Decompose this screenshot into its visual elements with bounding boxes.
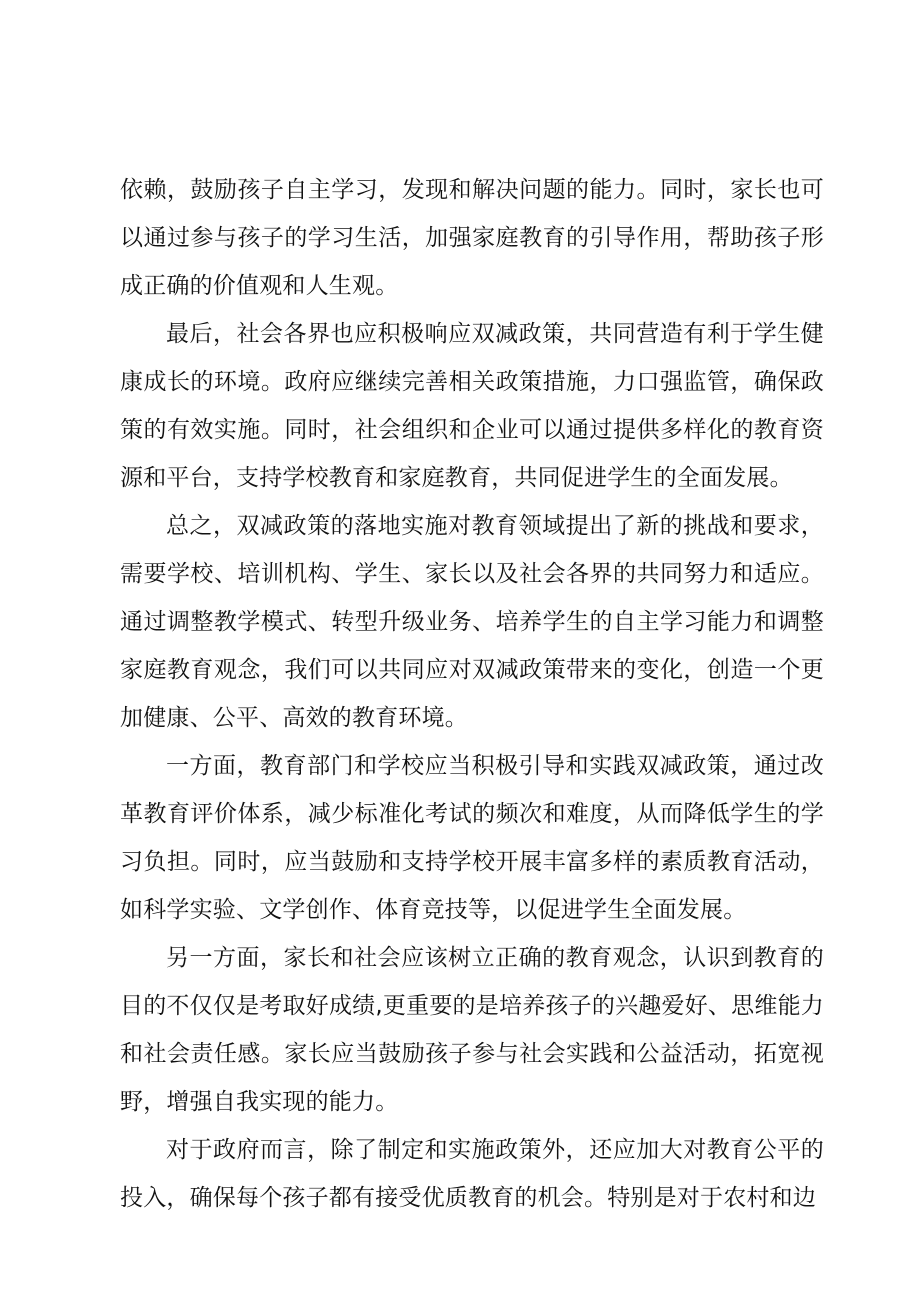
paragraph-3: 总之，双减政策的落地实施对教育领域提出了新的挑战和要求，需要学校、培训机构、学生、家长以及社会各界的共同努力和适应。通过调整教学模式、转型升级业务、培养学生的自主学习能力和调整家庭教育观念，我们可以共同应对双减政策带来的变化，创造一个更加健康、公平、高效的教育环境。 [120,513,824,731]
paragraph-5: 另一方面，家长和社会应该树立正确的教育观念，认识到教育的目的不仅仅是考取好成绩,更重要的是培养孩子的兴趣爱好、思维能力和社会责任感。家长应当鼓励孩子参与社会实践和公益活动，拓宽视野，增强自我实现的能力。 [120,945,824,1115]
paragraph-2: 最后，社会各界也应积极响应双减政策，共同营造有利于学生健康成长的环境。政府应继续完善相关政策措施，力口强监管，确保政策的有效实施。同时，社会组织和企业可以通过提供多样化的教育资源和平台，支持学校教育和家庭教育，共同促进学生的全面发展。 [120,321,824,491]
paragraph-1: 依赖，鼓励孩子自主学习，发现和解决问题的能力。同时，家长也可以通过参与孩子的学习生活，加强家庭教育的引导作用，帮助孩子形成正确的价值观和人生观。 [120,177,824,299]
paragraph-4: 一方面，教育部门和学校应当积极引导和实践双减政策，通过改革教育评价体系，减少标准化考试的频次和难度，从而降低学生的学习负担。同时，应当鼓励和支持学校开展丰富多样的素质教育活动，如科学实验、文学创作、体育竞技等，以促进学生全面发展。 [120,753,824,923]
paragraph-6: 对于政府而言，除了制定和实施政策外，还应加大对教育公平的投入，确保每个孩子都有接受优质教育的机会。特别是对于农村和边 [120,1137,824,1211]
document-body [120,166,824,1222]
